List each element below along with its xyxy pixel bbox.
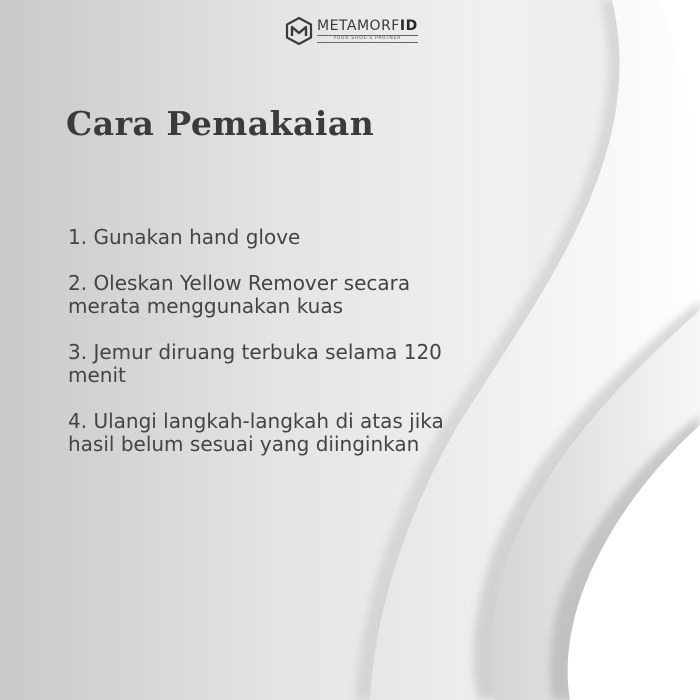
step-item-4: 4. Ulangi langkah-langkah di atas jika hasil belum sesuai yang diinginkan <box>68 409 444 456</box>
brand-tagline: YOUR SHOE'S PARTNER <box>317 35 418 43</box>
brand-name-light: METAMORF <box>317 18 400 35</box>
hexagon-m-logo-icon <box>285 17 313 45</box>
page-title: Cara Pemakaian <box>66 104 375 143</box>
step-item-2: 2. Oleskan Yellow Remover secara merata menggunakan kuas <box>68 271 411 318</box>
brand-logo <box>285 17 418 45</box>
steps-list <box>68 226 468 479</box>
brand-name-bold: ID <box>399 18 418 35</box>
step-item-3: 3. Jemur diruang terbuka selama 120 menit <box>68 340 442 387</box>
brand-name <box>317 19 418 33</box>
step-item-1: 1. Gunakan hand glove <box>68 225 301 249</box>
